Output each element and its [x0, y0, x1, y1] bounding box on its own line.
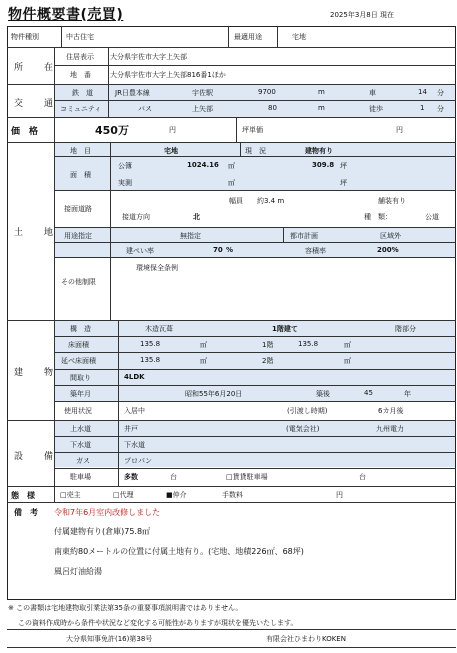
- road-width-label: 幅員: [229, 197, 243, 205]
- usage-status-value: 入居中: [124, 407, 145, 415]
- property-type-label: 物件種別: [11, 33, 39, 41]
- city-plan-label: 都市計画: [290, 232, 318, 240]
- rental-parking-label: □賃貸駐車場: [226, 473, 268, 481]
- fee-label: 手数料: [222, 491, 243, 499]
- water-supply-label: 上水道: [70, 425, 91, 433]
- second-floor-label: 2階: [262, 357, 274, 365]
- gas-value: プロパン: [124, 457, 152, 465]
- zoning-label: 用途指定: [64, 232, 92, 240]
- registered-area-label: 公簿: [118, 162, 132, 170]
- fee-unit: 円: [336, 491, 343, 499]
- total-floor-area-unit: ㎡: [200, 357, 207, 365]
- road-direction-label: 接道方向: [122, 213, 150, 221]
- building-age-unit: 年: [404, 390, 411, 398]
- bus-stop-distance: 80: [268, 104, 277, 112]
- road-direction-value: 北: [193, 213, 200, 221]
- railway-label: 鉄 道: [72, 89, 93, 97]
- station-name: 宇佐駅: [192, 89, 213, 97]
- building-coverage-value: 70: [213, 246, 223, 254]
- parking-value: 多数: [124, 473, 138, 481]
- floor-area-unit: ㎡: [200, 341, 207, 349]
- built-date-value: 昭和55年6月20日: [185, 390, 243, 398]
- disclaimer-note-1: ※ この書類は宅地建物取引業法第35条の重要事項説明書ではありません。: [8, 604, 243, 612]
- floor-part-label: 階部分: [395, 325, 416, 333]
- broker-checkbox[interactable]: ■仲介: [166, 491, 187, 499]
- second-floor-area-unit: ㎡: [344, 357, 351, 365]
- car-minutes: 14: [418, 88, 427, 96]
- measured-area-tsubo-unit: 坪: [340, 179, 347, 187]
- built-date-label: 築年月: [70, 390, 91, 398]
- floor-area-ratio-label: 容積率: [305, 247, 326, 255]
- station-distance: 9700: [258, 88, 276, 96]
- registered-area-sqm-unit: ㎡: [228, 162, 235, 170]
- floor-area-value: 135.8: [140, 340, 161, 348]
- usage-status-label: 使用状況: [64, 407, 92, 415]
- best-use-label: 最適用途: [234, 33, 262, 41]
- first-floor-area-unit: ㎡: [344, 341, 351, 349]
- lot-number-value: 大分県宇佐市大字上矢部816番1ほか: [110, 71, 226, 79]
- remarks-line-4: 風呂灯油給湯: [54, 567, 102, 576]
- land-area-label: 面 積: [70, 171, 91, 179]
- remarks-label: 備 考: [14, 508, 38, 517]
- land-category-label: 地 目: [70, 147, 91, 155]
- lot-number-label: 地 番: [70, 71, 91, 79]
- bus-stop: 上矢部: [192, 105, 213, 113]
- address-label: 住居表示: [66, 53, 94, 61]
- registered-area-sqm: 1024.16: [187, 161, 219, 169]
- structure-label: 構 造: [70, 325, 91, 333]
- floors-value: 1階建て: [272, 325, 298, 333]
- parking-unit: 台: [170, 473, 177, 481]
- electric-company-value: 九州電力: [376, 425, 404, 433]
- walk-label: 徒歩: [369, 105, 383, 113]
- land-condition-label: 現 況: [245, 147, 266, 155]
- building-section-label: 建 物: [14, 368, 60, 378]
- car-label: 車: [369, 89, 376, 97]
- location-section-label: 所 在: [14, 63, 60, 73]
- company-name: 有限会社ひまわりKOKEN: [266, 635, 346, 643]
- first-floor-area: 135.8: [298, 340, 319, 348]
- parking-label: 駐車場: [70, 473, 91, 481]
- water-supply-value: 井戸: [124, 425, 138, 433]
- facilities-section-label: 設 備: [14, 452, 60, 462]
- registered-area-tsubo-unit: 坪: [340, 162, 347, 170]
- gas-label: ガス: [76, 457, 90, 465]
- layout-label: 間取り: [70, 374, 91, 382]
- remarks-line-3: 南東約80メートルの位置に付属土地有り。(宅地、地積226㎡、68坪): [54, 547, 304, 556]
- best-use-value: 宅地: [292, 33, 306, 41]
- handover-label: (引渡し時期): [287, 407, 328, 415]
- road-paved: 舗装有り: [378, 197, 406, 205]
- community-label: コミュニティ: [60, 105, 102, 113]
- road-type-value: 公道: [425, 213, 439, 221]
- city-plan-value: 区域外: [380, 232, 401, 240]
- frontage-road-label: 接面道路: [64, 205, 92, 213]
- railway-line: JR日豊本線: [115, 89, 150, 97]
- floor-area-ratio-value: 200%: [377, 246, 399, 254]
- handover-value: 6カ月後: [378, 407, 404, 415]
- total-floor-area-value: 135.8: [140, 356, 161, 364]
- rental-parking-unit: 台: [359, 473, 366, 481]
- address-value: 大分県宇佐市大字上矢部: [110, 53, 187, 61]
- building-age-label: 築後: [316, 390, 330, 398]
- bus-stop-distance-unit: m: [318, 104, 325, 112]
- other-restrictions-label: その他制限: [61, 278, 96, 286]
- land-category-value: 宅地: [164, 147, 178, 155]
- seller-checkbox[interactable]: □売主: [60, 491, 81, 499]
- registered-area-tsubo: 309.8: [312, 161, 335, 169]
- walk-minutes: 1: [420, 104, 425, 112]
- building-coverage-label: 建ぺい率: [126, 247, 154, 255]
- measured-area-sqm-unit: ㎡: [228, 179, 235, 187]
- other-restrictions-value: 環境保全条例: [136, 264, 178, 272]
- sewer-label: 下水道: [70, 441, 91, 449]
- station-distance-unit: m: [318, 88, 325, 96]
- floor-area-label: 床面積: [68, 341, 89, 349]
- electric-company-label: (電気会社): [286, 425, 320, 433]
- as-of-date: 2025年3月8日 現在: [330, 11, 394, 19]
- sewer-value: 下水道: [124, 441, 145, 449]
- disclaimer-note-2: この資料作成時から条件や状況など変化する可能性がありますが現状を優先いたします。: [18, 619, 298, 627]
- remarks-line-1: 令和7年6月室内改修しました: [54, 508, 161, 517]
- license-number: 大分県知事免許(16)第38号: [66, 635, 153, 643]
- price-unit: 円: [169, 126, 176, 134]
- page-title: 物件概要書(売買): [8, 7, 124, 23]
- transport-section-label: 交 通: [14, 99, 60, 109]
- road-type-label: 種 類：: [364, 213, 392, 221]
- remarks-line-2: 付属建物有り(倉庫)75.8㎡: [54, 527, 151, 536]
- layout-value: 4LDK: [124, 373, 145, 381]
- tsubo-price-unit: 円: [396, 126, 403, 134]
- agent-checkbox[interactable]: □代理: [113, 491, 134, 499]
- bus-label: バス: [138, 105, 152, 113]
- measured-area-label: 実測: [118, 179, 132, 187]
- walk-minutes-unit: 分: [437, 105, 444, 113]
- price-value: 450万: [95, 124, 129, 137]
- price-label: 価 格: [11, 127, 39, 137]
- car-minutes-unit: 分: [437, 89, 444, 97]
- first-floor-label: 1階: [262, 341, 274, 349]
- building-age-value: 45: [364, 389, 373, 397]
- land-condition-value: 建物有り: [305, 147, 333, 155]
- tsubo-price-label: 坪単価: [242, 126, 263, 134]
- land-section-label: 土 地: [14, 228, 60, 238]
- road-width-value: 約3.4 m: [257, 197, 285, 205]
- building-coverage-unit: %: [226, 246, 234, 254]
- property-type-value: 中古住宅: [66, 33, 94, 41]
- zoning-value: 無指定: [180, 232, 201, 240]
- structure-value: 木造瓦葺: [145, 325, 173, 333]
- total-floor-area-label: 延べ床面積: [61, 357, 96, 365]
- transaction-type-label: 態 様: [11, 491, 35, 500]
